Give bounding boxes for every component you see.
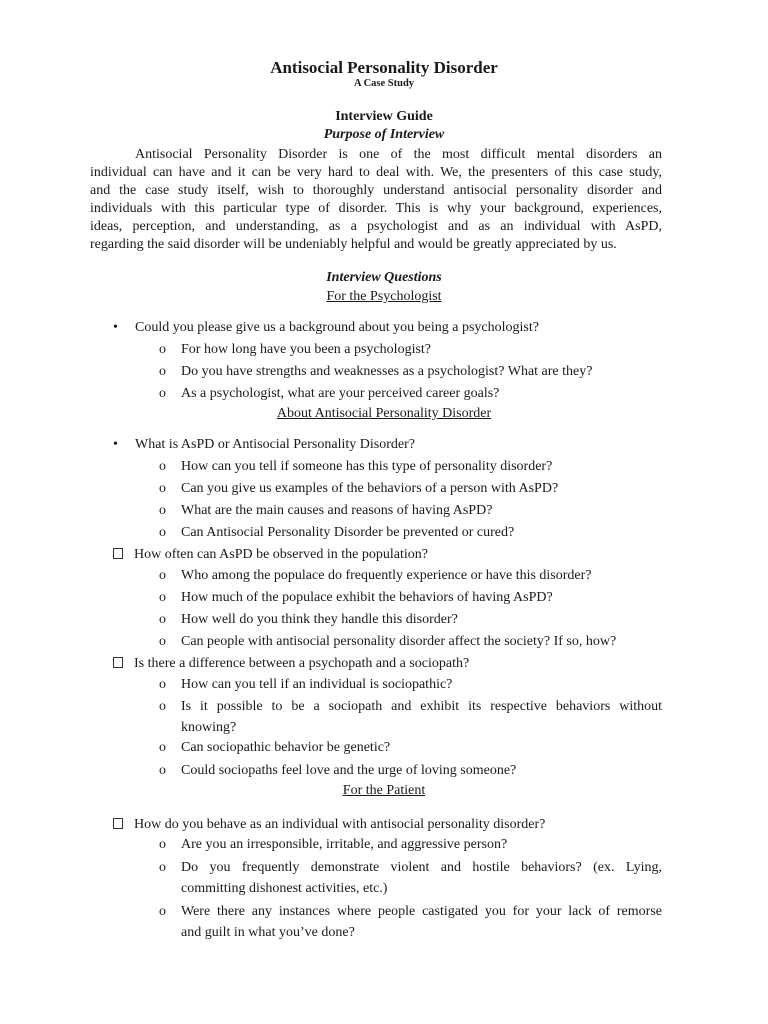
bullet-circle-icon: o (159, 837, 166, 852)
list-item: o Were there any instances where people castigated you for your lack of remorse and guilt in what you’ve done? (159, 901, 662, 943)
list-item: o Do you frequently demonstrate violent and hostile behaviors? (ex. Lying, committing dishonest activities, etc.) (159, 857, 662, 899)
bullet-circle-icon: o (159, 503, 166, 518)
list-item: • Could you please give us a background about you being a psychologist? (113, 320, 539, 335)
document-subtitle: A Case Study (353, 78, 415, 89)
bullet-circle-icon: o (159, 634, 166, 649)
missing-glyph-box-icon (113, 818, 123, 829)
bullet-dot-icon: • (113, 437, 118, 452)
list-item: How often can AsPD be observed in the population? (112, 546, 428, 564)
list-item: o What are the main causes and reasons of having AsPD? (159, 503, 493, 518)
bullet-circle-icon: o (159, 386, 166, 401)
list-item: o Is it possible to be a sociopath and exhibit its respective behaviors without knowing? (159, 696, 662, 738)
list-item: o Do you have strengths and weaknesses as a psychologist? What are they? (159, 364, 593, 379)
patient-section-heading: For the Patient (342, 783, 426, 798)
purpose-line: Antisocial Personality Disorder is one of the most difficult mental disorders an (135, 147, 662, 162)
list-item: o How much of the populace exhibit the behaviors of having AsPD? (159, 590, 553, 605)
list-item: o Who among the populace do frequently experience or have this disorder? (159, 568, 592, 583)
bullet-circle-icon: o (159, 459, 166, 474)
list-item: o How can you tell if an individual is sociopathic? (159, 677, 453, 692)
bullet-circle-icon: o (159, 904, 166, 919)
bullet-circle-icon: o (159, 763, 166, 778)
list-item: • What is AsPD or Antisocial Personality Disorder? (113, 437, 415, 452)
list-item: o For how long have you been a psychologist? (159, 342, 432, 357)
list-item: o How can you tell if someone has this type of personality disorder? (159, 459, 553, 474)
bullet-circle-icon: o (159, 699, 166, 714)
document-title: Antisocial Personality Disorder (270, 58, 498, 77)
interview-guide-heading: Interview Guide (335, 109, 433, 124)
list-item: o Can people with antisocial personality disorder affect the society? If so, how? (159, 634, 617, 649)
bullet-circle-icon: o (159, 590, 166, 605)
list-item: o Can you give us examples of the behaviors of a person with AsPD? (159, 481, 559, 496)
bullet-circle-icon: o (159, 860, 166, 875)
list-item: o Could sociopaths feel love and the urge of loving someone? (159, 763, 517, 778)
list-item: o Are you an irresponsible, irritable, and aggressive person? (159, 837, 508, 852)
purpose-line: individuals with this particular type of disorder. This is why your background, experiences, (90, 201, 662, 217)
list-item: o Can sociopathic behavior be genetic? (159, 740, 391, 755)
bullet-circle-icon: o (159, 481, 166, 496)
list-item: o As a psychologist, what are your perceived career goals? (159, 386, 500, 401)
bullet-circle-icon: o (159, 525, 166, 540)
purpose-line: individual can have and it can be very hard to deal with. We, the presenters of this case study, (90, 165, 662, 181)
purpose-line: and the case study itself, wish to thoroughly understand antisocial personality disorder and (90, 183, 662, 199)
bullet-circle-icon: o (159, 677, 166, 692)
bullet-dot-icon: • (113, 320, 118, 335)
interview-questions-heading: Interview Questions (326, 270, 442, 285)
bullet-circle-icon: o (159, 568, 166, 583)
missing-glyph-box-icon (113, 657, 123, 668)
list-item: Is there a difference between a psychopath and a sociopath? (112, 655, 469, 673)
bullet-circle-icon: o (159, 612, 166, 627)
bullet-circle-icon: o (159, 364, 166, 379)
bullet-circle-icon: o (159, 342, 166, 357)
about-section-heading: About Antisocial Personality Disorder (276, 406, 492, 421)
purpose-heading: Purpose of Interview (323, 127, 445, 142)
list-item: o Can Antisocial Personality Disorder be prevented or cured? (159, 525, 515, 540)
missing-glyph-box-icon (113, 548, 123, 559)
purpose-line: ideas, perception, and understanding, as a psychologist and as an individual with AsPD, (90, 219, 662, 235)
list-item: o How well do you think they handle this disorder? (159, 612, 458, 627)
psychologist-section-heading: For the Psychologist (326, 289, 442, 304)
purpose-line: regarding the said disorder will be undeniably helpful and would be greatly appreciated by us. (90, 237, 617, 253)
bullet-circle-icon: o (159, 740, 166, 755)
purpose-paragraph (90, 146, 662, 255)
list-item: How do you behave as an individual with antisocial personality disorder? (112, 816, 545, 834)
